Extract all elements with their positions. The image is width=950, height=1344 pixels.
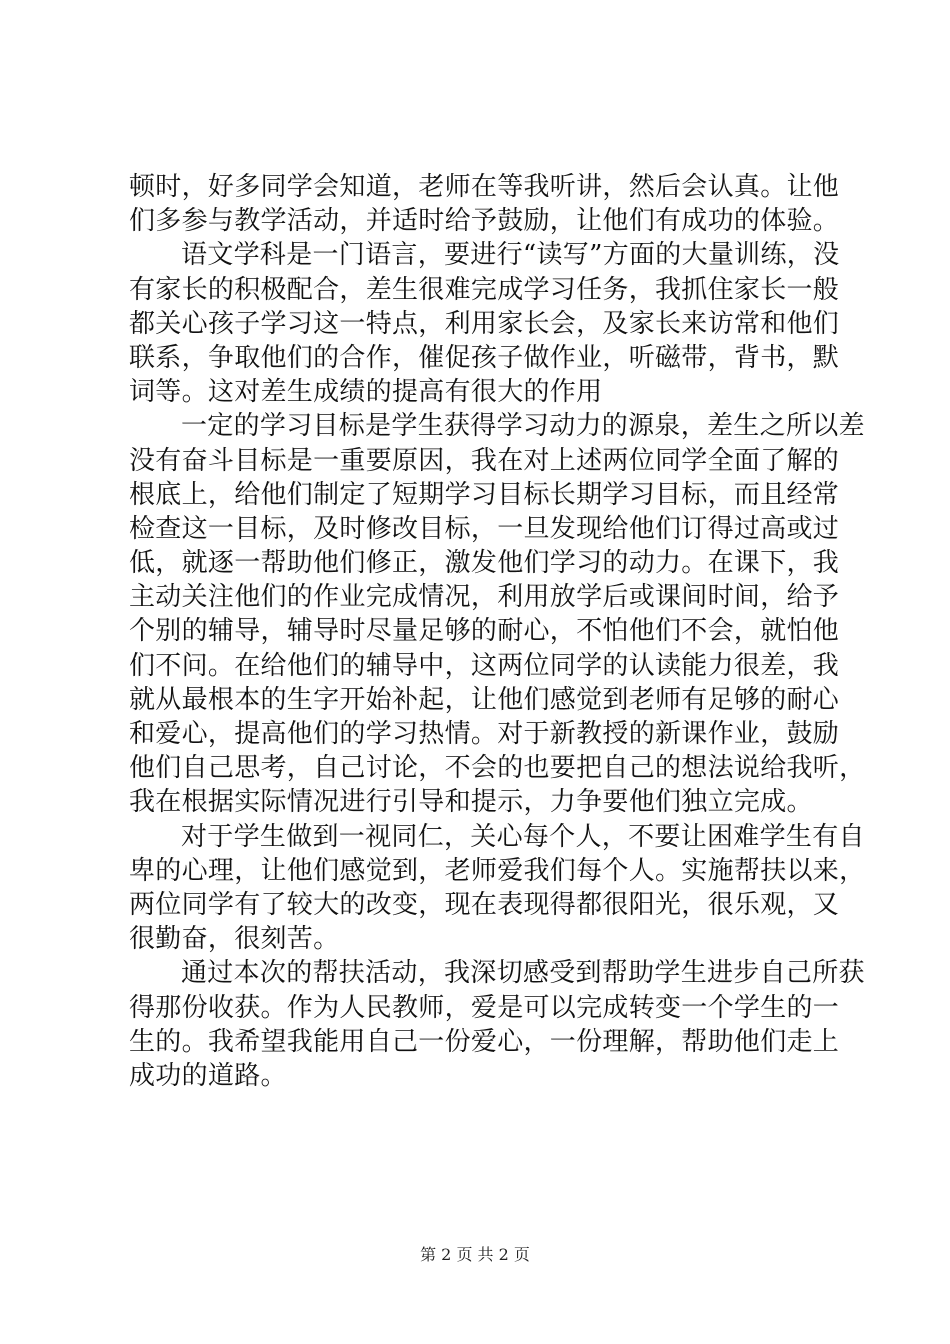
text-line: 很勤奋，很刻苦。 bbox=[129, 924, 340, 955]
page-number-label: 第 2 页 共 2 页 bbox=[420, 1245, 530, 1264]
text-line: 通过本次的帮扶活动，我深切感受到帮助学生进步自己所获 bbox=[181, 958, 865, 989]
paragraph-2 bbox=[129, 238, 840, 409]
text-line: 主动关注他们的作业完成情况，利用放学后或课间时间，给予 bbox=[129, 582, 840, 613]
text-line: 成功的道路。 bbox=[129, 1060, 287, 1091]
text-line: 语文学科是一门语言，要进行“读写”方面的大量训练，没 bbox=[181, 240, 840, 271]
text-line: 有家长的积极配合，差生很难完成学习任务，我抓住家长一般 bbox=[129, 274, 840, 305]
text-line: 检查这一目标，及时修改目标，一旦发现给他们订得过高或过 bbox=[129, 513, 840, 544]
text-line: 低，就逐一帮助他们修正，激发他们学习的动力。在课下，我 bbox=[129, 548, 840, 579]
text-line: 词等。这对差生成绩的提高有很大的作用 bbox=[129, 377, 603, 408]
text-line: 根底上，给他们制定了短期学习目标长期学习目标，而且经常 bbox=[129, 479, 840, 510]
text-line: 个别的辅导，辅导时尽量足够的耐心，不怕他们不会，就怕他 bbox=[129, 616, 840, 647]
text-line: 们多参与教学活动，并适时给予鼓励，让他们有成功的体验。 bbox=[129, 206, 840, 237]
text-line: 们不问。在给他们的辅导中，这两位同学的认读能力很差，我 bbox=[129, 650, 840, 681]
text-line: 我在根据实际情况进行引导和提示，力争要他们独立完成。 bbox=[129, 787, 813, 818]
paragraph-3 bbox=[129, 409, 866, 819]
text-line: 卑的心理，让他们感觉到，老师爱我们每个人。实施帮扶以来， bbox=[129, 855, 866, 886]
paragraph-1 bbox=[129, 170, 840, 238]
paragraph-5 bbox=[129, 956, 865, 1093]
document-body bbox=[129, 170, 866, 1093]
text-line: 联系，争取他们的合作，催促孩子做作业，听磁带，背书，默 bbox=[129, 342, 840, 373]
text-line: 没有奋斗目标是一重要原因，我在对上述两位同学全面了解的 bbox=[129, 445, 840, 476]
text-line: 他们自己思考，自己讨论，不会的也要把自己的想法说给我听， bbox=[129, 753, 866, 784]
text-line: 顿时，好多同学会知道，老师在等我听讲，然后会认真。让他 bbox=[129, 172, 840, 202]
text-line: 和爱心，提高他们的学习热情。对于新教授的新课作业，鼓励 bbox=[129, 719, 840, 749]
text-line: 对于学生做到一视同仁，关心每个人，不要让困难学生有自 bbox=[181, 821, 865, 852]
text-line: 得那份收获。作为人民教师，爱是可以完成转变一个学生的一 bbox=[129, 992, 840, 1023]
text-line: 两位同学有了较大的改变，现在表现得都很阳光，很乐观，又 bbox=[129, 889, 840, 920]
paragraph-4 bbox=[129, 820, 866, 957]
text-line: 生的。我希望我能用自己一份爱心，一份理解，帮助他们走上 bbox=[129, 1026, 840, 1057]
text-line: 都关心孩子学习这一特点，利用家长会，及家长来访常和他们 bbox=[129, 308, 840, 339]
text-line: 一定的学习目标是学生获得学习动力的源泉，差生之所以差 bbox=[181, 411, 865, 442]
page-footer bbox=[0, 1245, 950, 1265]
text-line: 就从最根本的生字开始补起，让他们感觉到老师有足够的耐心 bbox=[129, 684, 840, 715]
